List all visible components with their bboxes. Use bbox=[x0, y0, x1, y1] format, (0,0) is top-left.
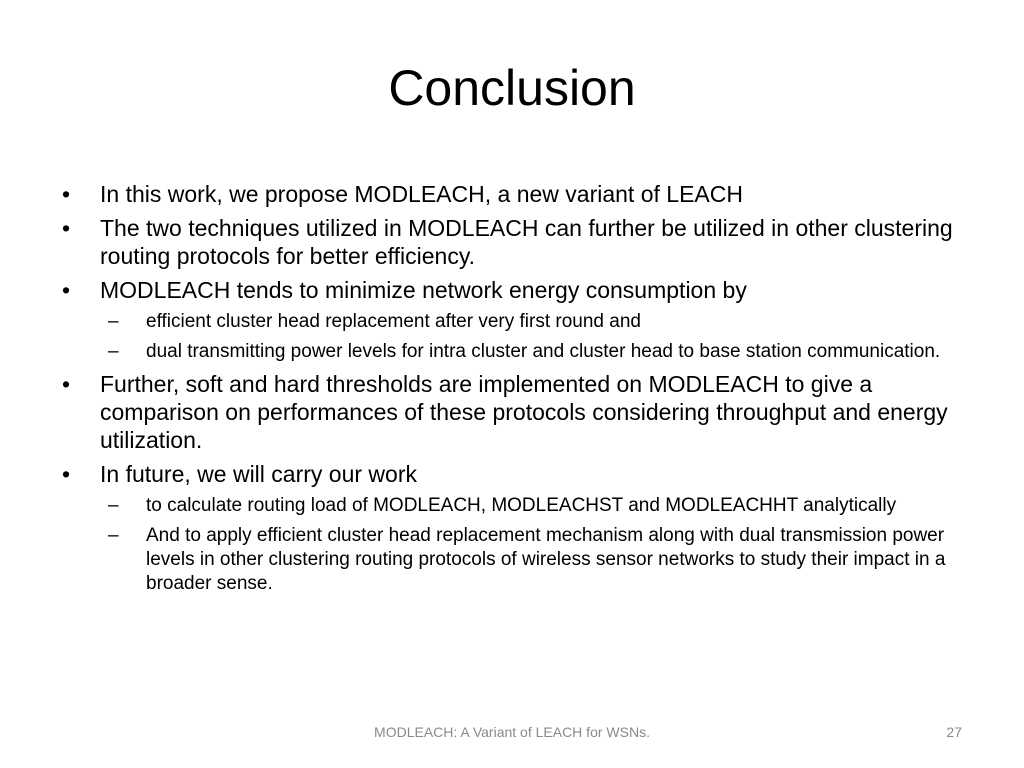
bullet-item bbox=[62, 180, 962, 208]
sub-bullet-marker: – bbox=[108, 525, 119, 546]
sub-bullet-marker: – bbox=[108, 341, 119, 362]
sub-bullet-text: efficient cluster head replacement after very first round and bbox=[146, 311, 641, 332]
bullet-marker: • bbox=[62, 215, 71, 241]
bullet-item bbox=[62, 214, 962, 270]
sub-bullet-text: to calculate routing load of MODLEACH, MODLEACHST and MODLEACHHT analytically bbox=[146, 495, 897, 516]
bullet-text: Further, soft and hard thresholds are implemented on MODLEACH to give a comparison on performances of these protocols considering throughput and energy utilization. bbox=[100, 371, 948, 453]
bullet-item bbox=[62, 370, 962, 454]
bullet-text: MODLEACH tends to minimize network energy consumption by bbox=[100, 277, 747, 303]
bullet-marker: • bbox=[62, 181, 71, 207]
sub-bullet-text: And to apply efficient cluster head replacement mechanism along with dual transmission power levels in other clustering routing protocols of wireless sensor networks to study their impact in a broader sense. bbox=[146, 525, 946, 594]
sub-bullet-item bbox=[100, 340, 962, 364]
bullet-text: In future, we will carry our work bbox=[100, 461, 417, 487]
sub-bullet-item bbox=[100, 524, 962, 596]
sub-bullet-list bbox=[62, 310, 962, 364]
bullet-marker: • bbox=[62, 277, 71, 303]
bullet-marker: • bbox=[62, 371, 71, 397]
sub-bullet-marker: – bbox=[108, 311, 119, 332]
sub-bullet-item bbox=[100, 494, 962, 518]
sub-bullet-item bbox=[100, 310, 962, 334]
sub-bullet-text: dual transmitting power levels for intra cluster and cluster head to base station communication. bbox=[146, 341, 941, 362]
page-number: 27 bbox=[946, 724, 962, 740]
sub-bullet-list bbox=[62, 494, 962, 596]
footer-text: MODLEACH: A Variant of LEACH for WSNs. bbox=[374, 724, 650, 740]
bullet-item bbox=[62, 276, 962, 304]
slide-title: Conclusion bbox=[388, 60, 636, 116]
sub-bullet-marker: – bbox=[108, 495, 119, 516]
bullet-item bbox=[62, 460, 962, 488]
bullet-list bbox=[62, 180, 962, 602]
bullet-text: The two techniques utilized in MODLEACH can further be utilized in other clustering routing protocols for better efficiency. bbox=[100, 215, 953, 269]
bullet-text: In this work, we propose MODLEACH, a new variant of LEACH bbox=[100, 181, 743, 207]
bullet-marker: • bbox=[62, 461, 71, 487]
